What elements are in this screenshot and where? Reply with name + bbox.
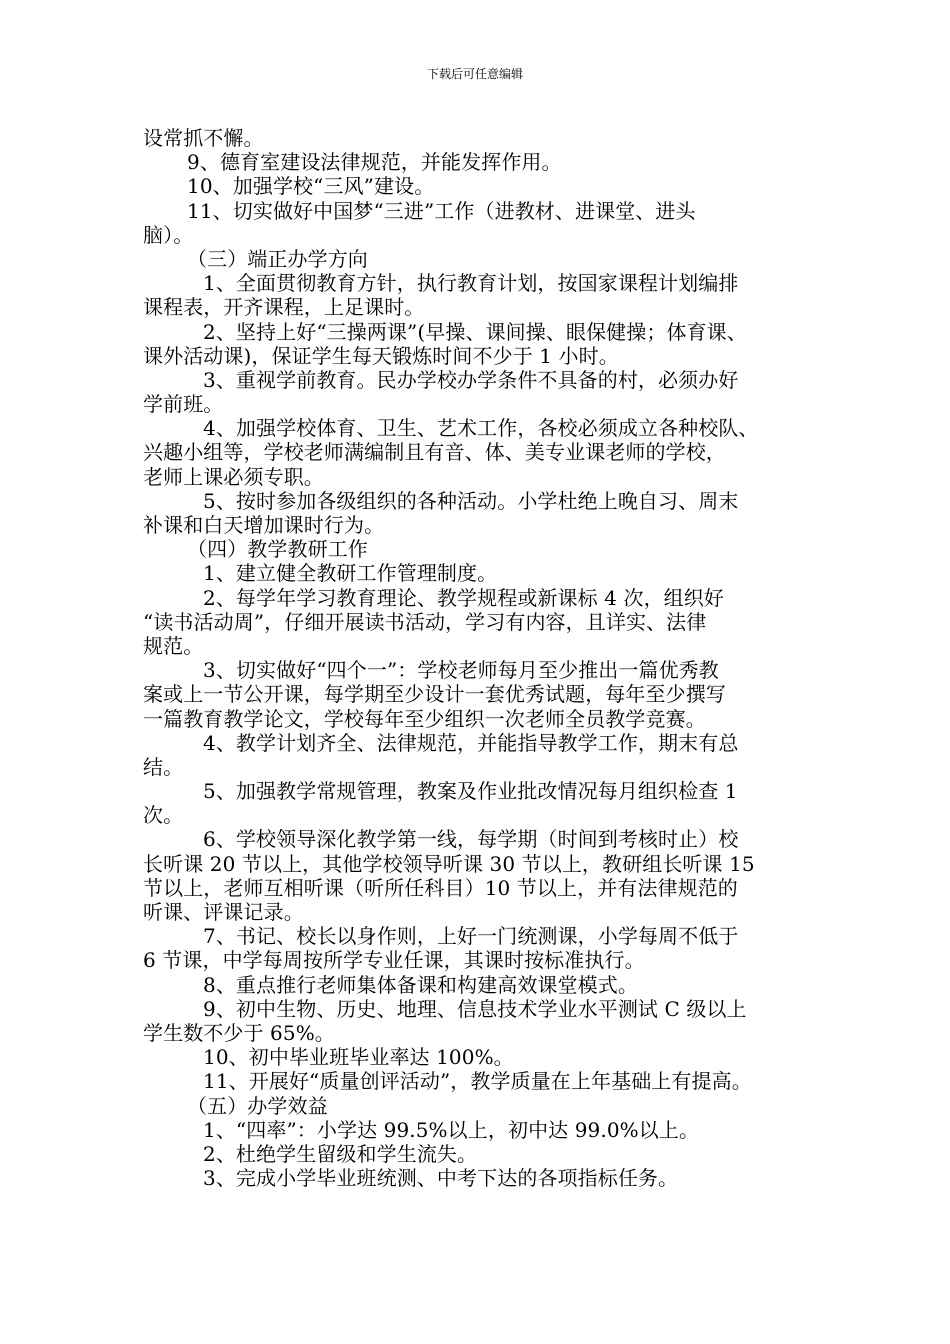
text-line: 补课和白天增加课时行为。	[143, 513, 385, 537]
text-line: 听课、评课记录。	[143, 900, 304, 924]
text-line: （三）端正办学方向	[187, 246, 368, 271]
text-line: 6、学校领导深化教学第一线，每学期（时间到考核时止）校	[203, 827, 739, 852]
text-line: 5、按时参加各级组织的各种活动。小学杜绝上晚自习、周末	[203, 488, 739, 513]
text-line: 设常抓不懈。	[143, 126, 264, 150]
text-line: 3、完成小学毕业班统测、中考下达的各项指标任务。	[203, 1166, 679, 1191]
text-line: 学前班。	[143, 392, 224, 417]
text-line: 7、书记、校长以身作则，上好一门统测课，小学每周不低于	[203, 924, 739, 949]
text-line: 长听课 20 节以上，其他学校领导听课 30 节以上，教研组长听课 15	[143, 851, 755, 876]
text-line: 课程表，开齐课程，上足课时。	[143, 295, 425, 320]
text-line: “读书活动周”，仔细开展读书活动，学习有内容，且详实、法律	[143, 609, 707, 634]
text-line: 9、初中生物、历史、地理、信息技术学业水平测试 C 级以上	[203, 996, 747, 1021]
text-line: 11、切实做好中国梦“三进”工作（进教材、进课堂、进头	[187, 198, 696, 223]
text-line: 2、坚持上好“三操两课”(早操、课间操、眼保健操；体育课、	[203, 319, 747, 344]
text-line: 课外活动课)，保证学生每天锻炼时间不少于 1 小时。	[143, 343, 619, 368]
text-line: 6 节课，中学每周按所学专业任课，其课时按标准执行。	[143, 948, 645, 973]
text-line: 4、加强学校体育、卫生、艺术工作，各校必须成立各种校队、	[203, 416, 759, 441]
text-line: 1、建立健全教研工作管理制度。	[203, 561, 498, 586]
text-line: 2、每学年学习教育理论、教学规程或新课标 4 次，组织好	[203, 585, 724, 610]
text-line: 9、德育室建设法律规范，并能发挥作用。	[187, 150, 562, 175]
text-line: 11、开展好“质量创评活动”，教学质量在上年基础上有提高。	[203, 1069, 752, 1094]
text-line: 3、重视学前教育。民办学校办学条件不具备的村，必须办好	[203, 367, 739, 392]
text-line: 节以上，老师互相听课（听所任科目）10 节以上，并有法律规范的	[143, 875, 738, 900]
text-line: 兴趣小组等，学校老师满编制且有音、体、美专业课老师的学校，	[143, 440, 726, 465]
text-line: 一篇教育教学论文，学校每年至少组织一次老师全员教学竞赛。	[143, 706, 706, 731]
text-line: 4、教学计划齐全、法律规范，并能指导教学工作，期末有总	[203, 730, 739, 755]
text-line: 10、加强学校“三风”建设。	[187, 174, 435, 199]
text-line: 1、全面贯彻教育方针，执行教育计划，按国家课程计划编排	[203, 271, 739, 296]
text-line: 次。	[143, 803, 184, 828]
text-line: 3、切实做好“四个一”：学校老师每月至少推出一篇优秀教	[203, 658, 719, 683]
text-line: 结。	[143, 754, 184, 779]
text-line: 2、杜绝学生留级和学生流失。	[203, 1141, 478, 1166]
text-line: 8、重点推行老师集体备课和构建高效课堂模式。	[203, 972, 638, 997]
text-line: 5、加强教学常规管理，教案及作业批改情况每月组织检查 1	[203, 779, 738, 804]
text-line: 老师上课必须专职。	[143, 464, 324, 489]
text-line: 规范。	[143, 633, 204, 658]
text-line: （五）办学效益	[187, 1093, 328, 1118]
text-line: （四）教学教研工作	[187, 537, 368, 562]
text-line: 学生数不少于 65%。	[143, 1020, 335, 1045]
document-body	[143, 126, 813, 1190]
text-line: 案或上一节公开课，每学期至少设计一套优秀试题，每年至少撰写	[143, 682, 726, 707]
text-line: 1、“四率”：小学达 99.5%以上，初中达 99.0%以上。	[203, 1117, 700, 1142]
text-line: 10、初中毕业班毕业率达 100%。	[203, 1045, 514, 1070]
text-line: 脑）。	[143, 222, 194, 247]
page-header: 下载后可任意编辑	[426, 67, 523, 81]
